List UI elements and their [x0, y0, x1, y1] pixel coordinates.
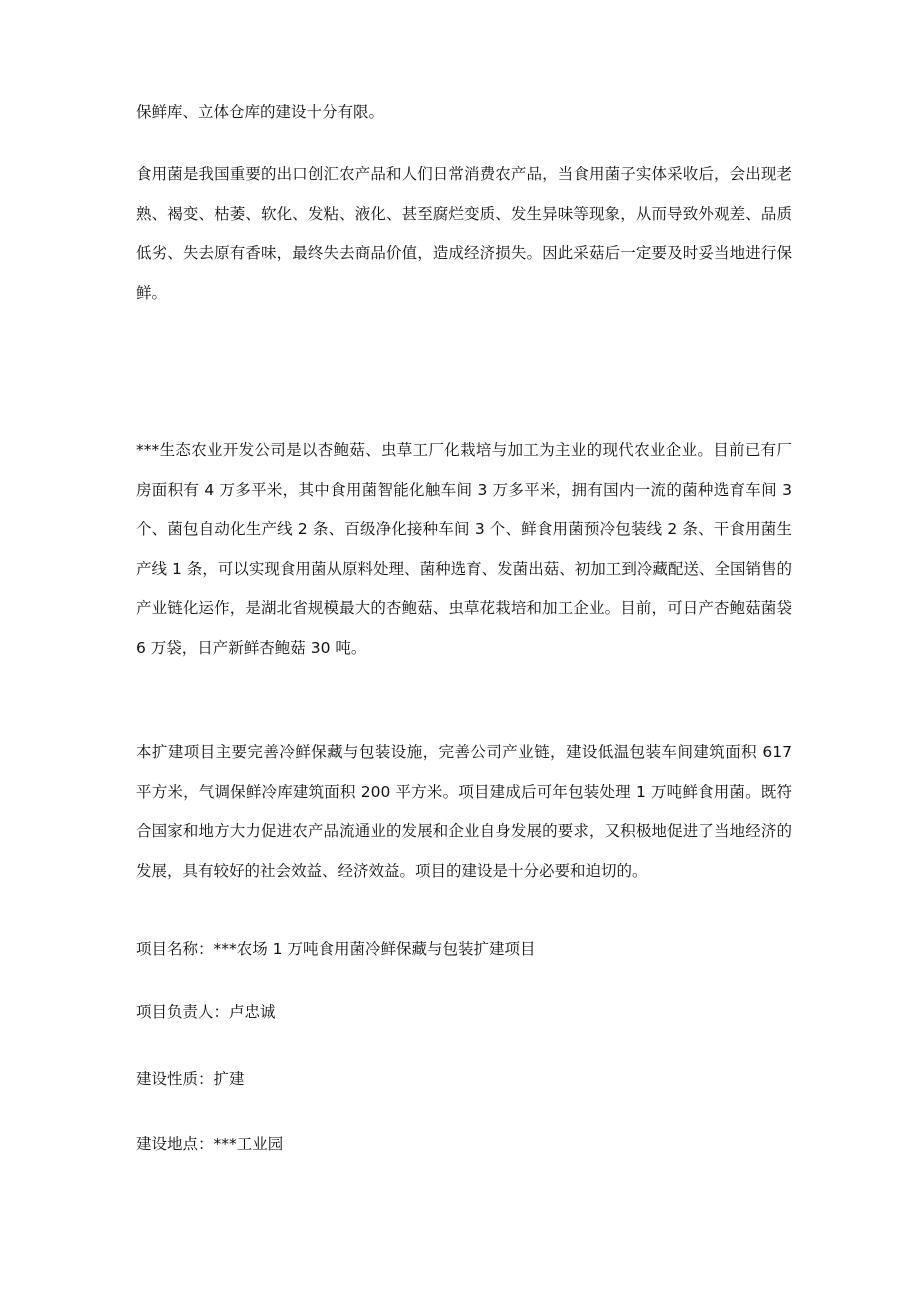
construction-nature-line: 建设性质：扩建 [136, 1070, 245, 1088]
project-leader-line: 项目负责人：卢忠诚 [136, 1003, 276, 1021]
paragraph-intro-tail: 保鲜库、立体仓库的建设十分有限。 [136, 103, 385, 121]
paragraph-company-profile: ***生态农业开发公司是以杏鲍菇、虫草工厂化栽培与加工为主业的现代农业企业。目前已有厂房面积有 4 万多平米，其中食用菌智能化触车间 3 万多平米，拥有国内一流的菌种选育车间 3 个、菌包自动化生产线 2 条、百级净化接种车间 3 个、鲜食用菌预冷包装线 2 条、干食用菌生产线 1 条，可以实现食用菌从原料处理、菌种选育、发菌出菇、初加工到冷藏配送、全国销售的产业链化运作，是湖北省规模最大的杏鲍菇、虫草花栽培和加工企业。目前，可日产杏鲍菇菌袋 6 万袋，日产新鲜杏鲍菇 30 吨。 [136, 441, 792, 657]
paragraph-fungi-preservation: 食用菌是我国重要的出口创汇农产品和人们日常消费农产品，当食用菌子实体采收后，会出现老熟、褐变、枯萎、软化、发粘、液化、甚至腐烂变质、发生异味等现象，从而导致外观差、品质低劣、失去原有香味，最终失去商品价值，造成经济损失。因此采菇后一定要及时妥当地进行保鲜。 [136, 165, 792, 302]
construction-site-line: 建设地点：***工业园 [136, 1135, 284, 1153]
project-name-line: 项目名称：***农场 1 万吨食用菌冷鲜保藏与包装扩建项目 [136, 940, 536, 958]
paragraph-expansion-project: 本扩建项目主要完善冷鲜保藏与包装设施，完善公司产业链，建设低温包装车间建筑面积 617 平方米，气调保鲜冷库建筑面积 200 平方米。项目建成后可年包装处理 1 万吨鲜食用菌。既符合国家和地方大力促进农产品流通业的发展和企业自身发展的要求，又积极地促进了当地经济的发展，具有较好的社会效益、经济效益。项目的建设是十分必要和迫切的。 [136, 743, 792, 880]
